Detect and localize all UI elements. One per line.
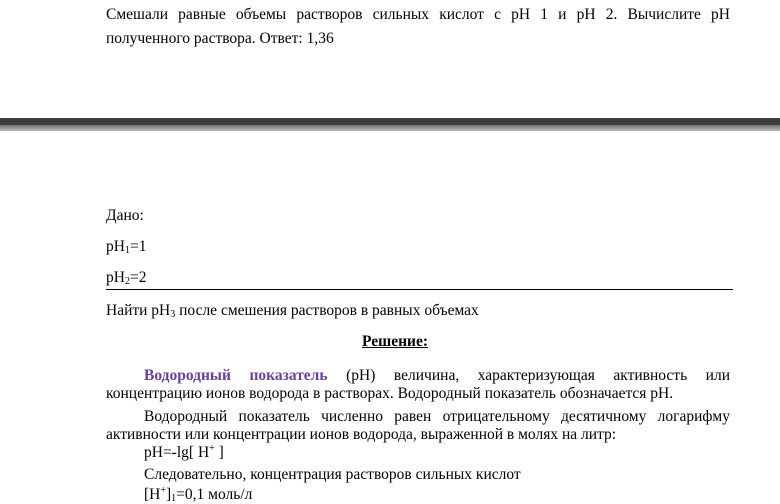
conc-mid: ] (166, 486, 172, 503)
conc-prefix: [H (144, 486, 161, 503)
conc-subscript: 1 (171, 493, 177, 504)
p1-line1-rest: (pH) величина, характеризующая активность или (327, 367, 731, 384)
paragraph-1-line-2: концентрацию ионов водорода в растворах. Водородный показатель обозначается pH. (106, 385, 674, 402)
page-separator-dark (0, 118, 780, 125)
find-rest: после смешения растворов в равных объемах (175, 302, 479, 319)
paragraph-2-line-1: Водородный показатель численно равен отрицательному десятичному логарифму (144, 408, 730, 425)
solution-heading: Решение: (361, 333, 428, 350)
ph2-subscript: 2 (124, 276, 130, 287)
given-divider (106, 289, 733, 290)
problem-line-1: Смешали равные объемы растворов сильных кислот с pH 1 и pH 2. Вычислите pH (106, 6, 730, 23)
page-separator-shadow (0, 125, 780, 131)
ph1-value: =1 (129, 238, 147, 255)
term-highlight: Водородный показатель (144, 367, 328, 384)
formula-superscript: + (209, 443, 215, 454)
ph1-prefix: pH (106, 238, 125, 255)
ph2-value: =2 (129, 269, 147, 286)
paragraph-1-line-1 (106, 367, 730, 385)
problem-statement (106, 3, 730, 51)
problem-line-2: полученного раствора. Ответ: 1,36 (106, 30, 334, 47)
formula-prefix: pH=-lg[ H (144, 444, 210, 461)
ph-formula (144, 444, 224, 462)
conc-suffix: =0,1 моль/л (176, 486, 253, 503)
ph2-prefix: pH (106, 269, 125, 286)
ph1-subscript: 1 (124, 245, 130, 256)
consequence-line: Следовательно, концентрация растворов сильных кислот (144, 466, 521, 483)
given-ph2 (106, 269, 146, 287)
given-label: Дано: (106, 207, 144, 224)
given-ph1 (106, 238, 146, 256)
paragraph-2-line-2: активности или концентрации ионов водорода, выраженной в молях на литр: (106, 426, 617, 443)
conc-superscript: + (160, 485, 166, 496)
find-line (106, 302, 479, 320)
concentration-1 (144, 486, 252, 504)
find-prefix: Найти pH (106, 302, 171, 319)
find-subscript: 3 (170, 309, 176, 320)
formula-suffix: ] (214, 444, 224, 461)
